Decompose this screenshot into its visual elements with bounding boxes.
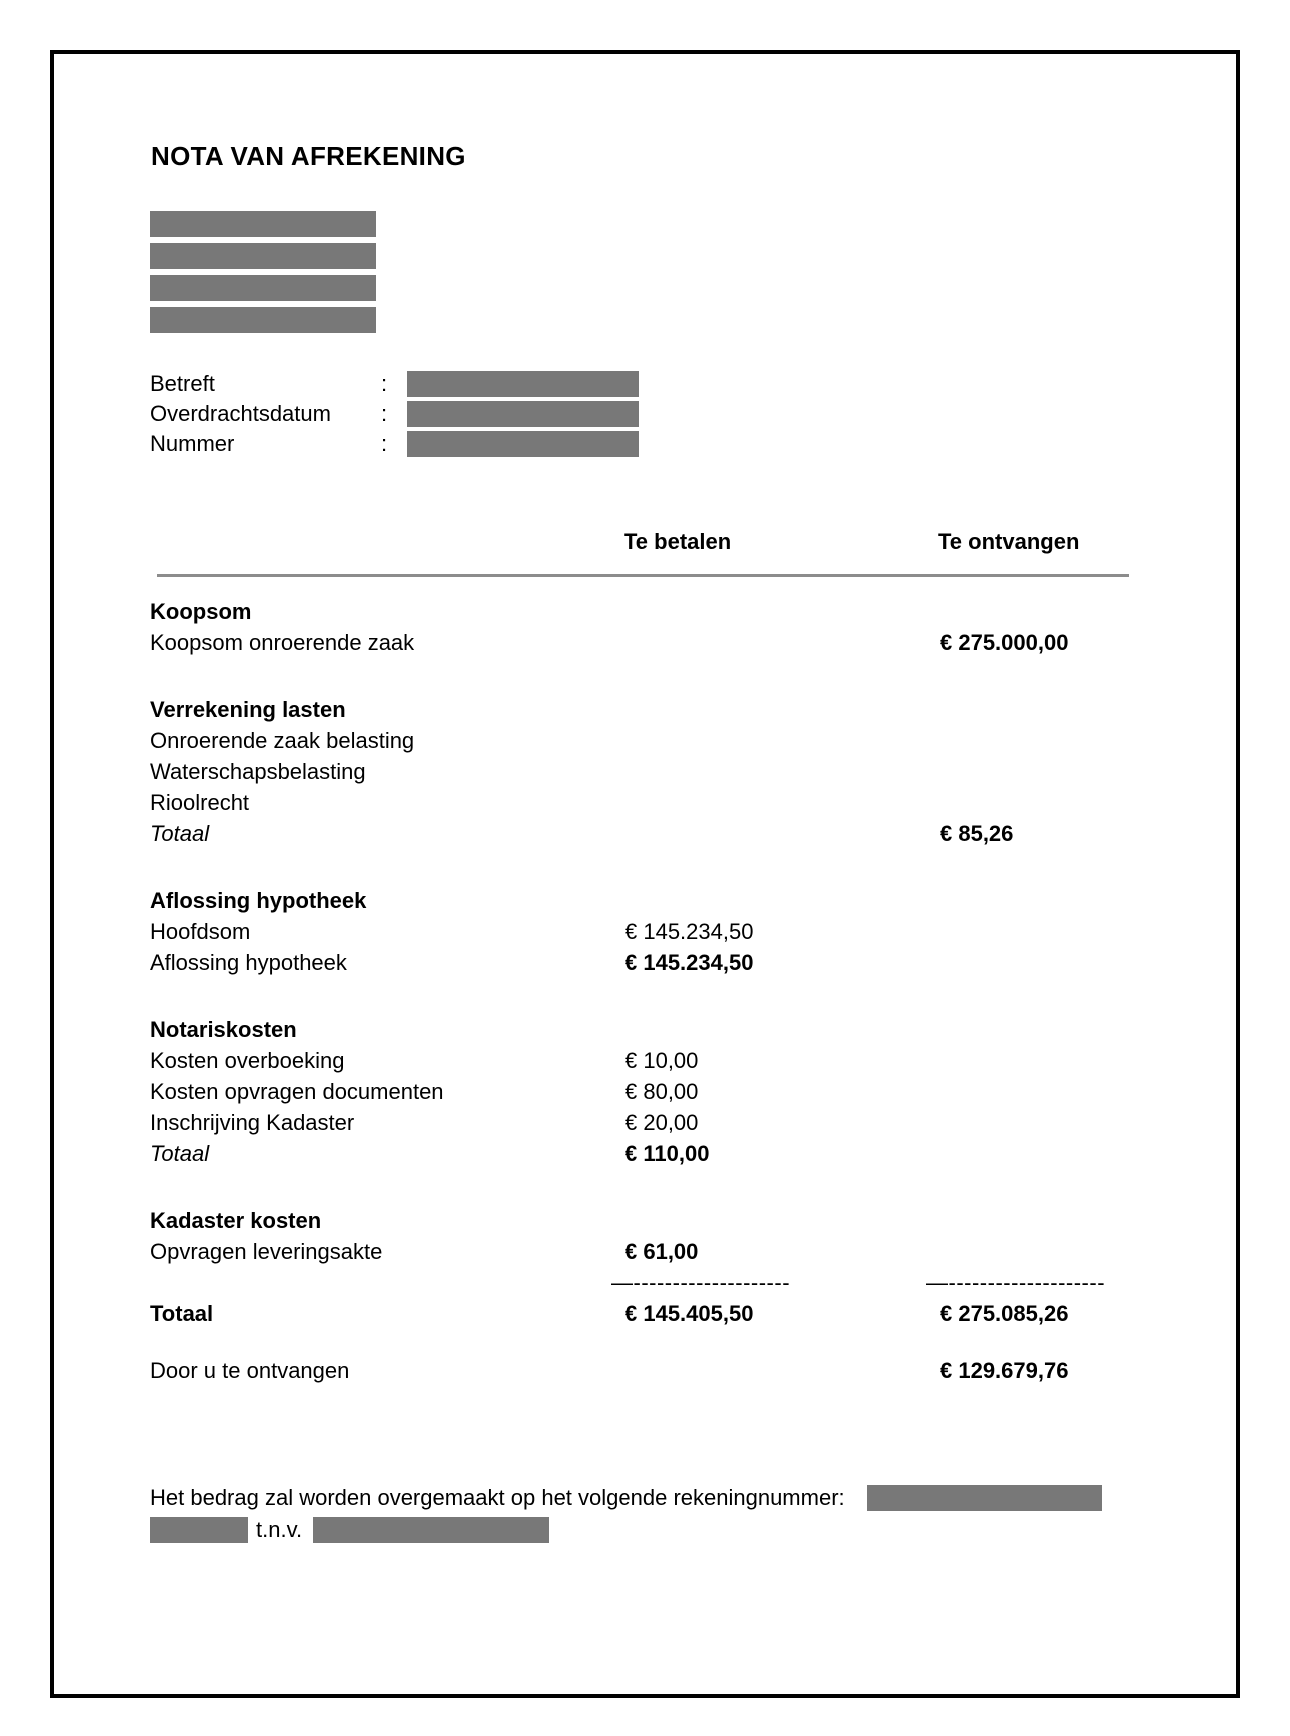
heading-text: Kadaster kosten xyxy=(150,1207,322,1233)
settlement-table xyxy=(150,596,1140,1386)
column-header-te-ontvangen: Te ontvangen xyxy=(938,529,1080,554)
section-gap xyxy=(150,658,1140,694)
row-label: Kosten opvragen documenten xyxy=(150,1078,444,1104)
row-label: Kosten overboeking xyxy=(150,1047,345,1073)
payment-footer xyxy=(150,1482,1102,1546)
header-divider-rule xyxy=(157,574,1129,577)
overdrachtsdatum-colon: : xyxy=(381,401,388,426)
amount-ontvangen: € 129.679,76 xyxy=(940,1357,1069,1383)
amount-ontvangen: € 275.085,26 xyxy=(940,1300,1069,1326)
redacted-address-line-1 xyxy=(150,211,376,237)
table-row-inschrijving-kadaster xyxy=(150,1107,1140,1138)
nummer-redacted-value xyxy=(407,431,639,457)
amount-betalen: € 145.234,50 xyxy=(625,918,754,944)
amount-betalen: € 61,00 xyxy=(625,1238,699,1264)
table-row-verrekening-totaal xyxy=(150,818,1140,849)
amount-betalen: € 10,00 xyxy=(625,1047,699,1073)
section-heading-kadaster-kosten xyxy=(150,1205,1140,1236)
table-row-koopsom-onroerende-zaak xyxy=(150,627,1140,658)
table-row-aflossing-hypotheek xyxy=(150,947,1140,978)
heading-text: Aflossing hypotheek xyxy=(150,887,367,913)
table-row-notaris-totaal xyxy=(150,1138,1140,1169)
overdrachtsdatum-label: Overdrachtsdatum xyxy=(150,401,331,426)
dash-separator-betalen: —-------------------- xyxy=(611,1269,791,1295)
amount-betalen: € 145.405,50 xyxy=(625,1300,754,1326)
betreft-redacted-value xyxy=(407,371,639,397)
meta-row-nummer xyxy=(150,429,639,459)
amount-ontvangen: € 85,26 xyxy=(940,820,1014,846)
nummer-label: Nummer xyxy=(150,431,235,456)
redacted-account-number xyxy=(867,1485,1102,1511)
section-gap xyxy=(150,849,1140,885)
row-label: Koopsom onroerende zaak xyxy=(150,629,415,655)
row-label: Inschrijving Kadaster xyxy=(150,1109,355,1135)
section-heading-aflossing-hypotheek xyxy=(150,885,1140,916)
nummer-colon: : xyxy=(381,431,388,456)
tnv-label: t.n.v. xyxy=(256,1517,303,1542)
section-gap xyxy=(150,1329,1140,1355)
meta-row-betreft xyxy=(150,369,639,399)
row-label: Waterschapsbelasting xyxy=(150,758,366,784)
footer-line-2 xyxy=(150,1514,1102,1546)
betreft-colon: : xyxy=(381,371,388,396)
redacted-address-line-3 xyxy=(150,275,376,301)
document-meta xyxy=(150,369,639,459)
row-label: Onroerende zaak belasting xyxy=(150,727,415,753)
row-label: Opvragen leveringsakte xyxy=(150,1238,383,1264)
overdrachtsdatum-redacted-value xyxy=(407,401,639,427)
footer-line-1 xyxy=(150,1482,1102,1514)
heading-text: Koopsom xyxy=(150,598,252,624)
redacted-account-number-continued xyxy=(150,1517,248,1543)
section-heading-koopsom xyxy=(150,596,1140,627)
document-title: NOTA VAN AFREKENING xyxy=(151,141,466,171)
row-label: Rioolrecht xyxy=(150,789,250,815)
table-row-opvragen-leveringsakte xyxy=(150,1236,1140,1267)
section-gap xyxy=(150,1169,1140,1205)
table-row-kosten-opvragen-documenten xyxy=(150,1076,1140,1107)
row-label: Totaal xyxy=(150,1140,210,1166)
row-label: Door u te ontvangen xyxy=(150,1357,350,1383)
table-row-onroerende-zaak-belasting xyxy=(150,725,1140,756)
totals-separator-row xyxy=(150,1267,1140,1298)
redacted-account-holder-name xyxy=(313,1517,549,1543)
row-label: Totaal xyxy=(150,820,210,846)
betreft-label: Betreft xyxy=(150,371,215,396)
amount-betalen: € 80,00 xyxy=(625,1078,699,1104)
row-label: Totaal xyxy=(150,1300,214,1326)
redacted-address-block xyxy=(150,211,376,339)
redacted-address-line-4 xyxy=(150,307,376,333)
row-label: Aflossing hypotheek xyxy=(150,949,347,975)
column-header-te-betalen: Te betalen xyxy=(624,529,732,554)
table-row-rioolrecht xyxy=(150,787,1140,818)
heading-text: Notariskosten xyxy=(150,1016,297,1042)
section-gap xyxy=(150,978,1140,1014)
amount-betalen: € 145.234,50 xyxy=(625,949,754,975)
amount-ontvangen: € 275.000,00 xyxy=(940,629,1069,655)
section-heading-verrekening-lasten xyxy=(150,694,1140,725)
amount-betalen: € 20,00 xyxy=(625,1109,699,1135)
section-heading-notariskosten xyxy=(150,1014,1140,1045)
redacted-address-line-2 xyxy=(150,243,376,269)
table-row-hoofdsom xyxy=(150,916,1140,947)
heading-text: Verrekening lasten xyxy=(150,696,346,722)
amount-betalen: € 110,00 xyxy=(625,1140,710,1166)
table-row-totaal xyxy=(150,1298,1140,1329)
row-label: Hoofdsom xyxy=(150,918,251,944)
footer-text: Het bedrag zal worden overgemaakt op het volgende rekeningnummer: xyxy=(150,1485,845,1510)
table-row-door-u-te-ontvangen xyxy=(150,1355,1140,1386)
dash-separator-ontvangen: —-------------------- xyxy=(926,1269,1106,1295)
table-row-kosten-overboeking xyxy=(150,1045,1140,1076)
table-row-waterschapsbelasting xyxy=(150,756,1140,787)
meta-row-overdrachtsdatum xyxy=(150,399,639,429)
